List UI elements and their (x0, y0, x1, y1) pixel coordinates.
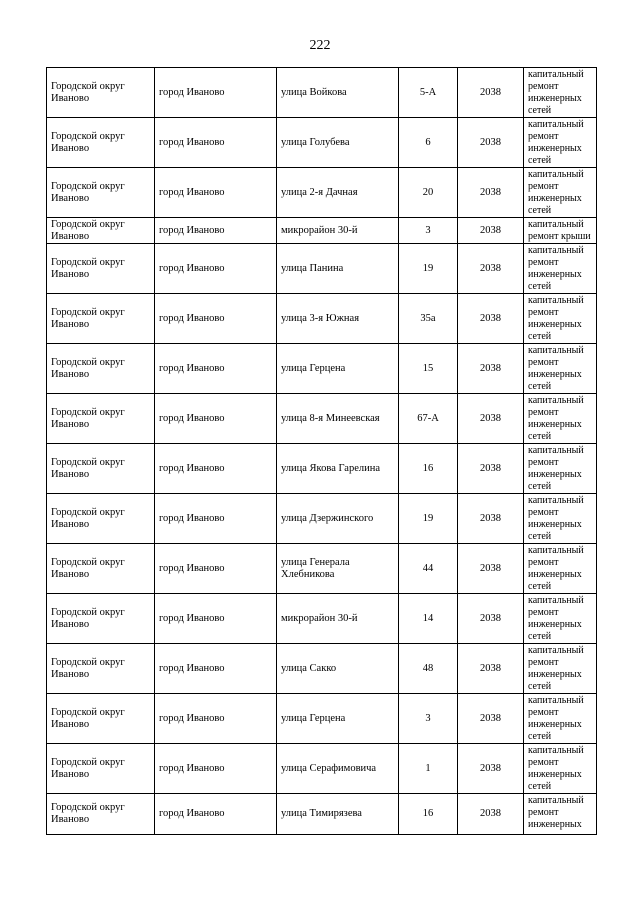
street-cell: улица Голубева (277, 118, 399, 168)
work-type-text: капитальный ремонт инженерных сетей (528, 68, 584, 116)
table-row (47, 168, 597, 218)
work-type-text: капитальный ремонт инженерных сетей (528, 244, 584, 292)
city-cell: город Иваново (155, 244, 277, 294)
year-cell: 2038 (458, 294, 524, 344)
house-number-cell: 5-А (399, 68, 458, 118)
house-number-cell: 3 (399, 218, 458, 244)
work-type-cell (524, 294, 597, 344)
municipality-cell: Городской округ Иваново (47, 344, 155, 394)
city-cell: город Иваново (155, 444, 277, 494)
city-cell: город Иваново (155, 544, 277, 594)
municipality-cell: Городской округ Иваново (47, 544, 155, 594)
work-type-cell (524, 218, 597, 244)
house-number-cell: 48 (399, 644, 458, 694)
year-cell: 2038 (458, 444, 524, 494)
work-type-cell (524, 68, 597, 118)
city-cell: город Иваново (155, 118, 277, 168)
street-cell: улица Дзержинского (277, 494, 399, 544)
house-number-cell: 3 (399, 694, 458, 744)
work-type-text: капитальный ремонт инженерных сетей (528, 594, 584, 642)
work-type-text: капитальный ремонт инженерных сетей (528, 744, 584, 792)
year-cell: 2038 (458, 394, 524, 444)
municipality-cell: Городской округ Иваново (47, 218, 155, 244)
work-type-cell (524, 168, 597, 218)
municipality-cell: Городской округ Иваново (47, 444, 155, 494)
house-number-cell: 44 (399, 544, 458, 594)
year-cell: 2038 (458, 218, 524, 244)
work-type-cell (524, 444, 597, 494)
year-cell: 2038 (458, 168, 524, 218)
table-row (47, 494, 597, 544)
table-row (47, 294, 597, 344)
municipality-cell: Городской округ Иваново (47, 68, 155, 118)
municipality-cell: Городской округ Иваново (47, 118, 155, 168)
house-number-cell: 6 (399, 118, 458, 168)
work-type-text: капитальный ремонт инженерных сетей (528, 544, 584, 592)
year-cell: 2038 (458, 594, 524, 644)
house-number-cell: 1 (399, 744, 458, 794)
city-cell: город Иваново (155, 494, 277, 544)
work-type-text: капитальный ремонт инженерных сетей (528, 494, 584, 542)
street-cell: улица Войкова (277, 68, 399, 118)
repair-schedule-table (46, 67, 597, 835)
work-type-cell (524, 494, 597, 544)
street-cell: улица 8-я Минеевская (277, 394, 399, 444)
city-cell: город Иваново (155, 594, 277, 644)
municipality-cell: Городской округ Иваново (47, 294, 155, 344)
city-cell: город Иваново (155, 744, 277, 794)
table-row (47, 344, 597, 394)
municipality-cell: Городской округ Иваново (47, 244, 155, 294)
year-cell: 2038 (458, 694, 524, 744)
street-cell: улица Панина (277, 244, 399, 294)
street-cell: улица Генерала Хлебникова (277, 544, 399, 594)
work-type-cell (524, 118, 597, 168)
work-type-cell (524, 794, 597, 835)
year-cell: 2038 (458, 744, 524, 794)
table-row (47, 118, 597, 168)
page-number: 222 (309, 38, 331, 53)
municipality-cell: Городской округ Иваново (47, 594, 155, 644)
work-type-text: капитальный ремонт инженерных сетей (528, 444, 584, 492)
table-row (47, 794, 597, 835)
street-cell: улица Герцена (277, 344, 399, 394)
street-cell: улица Герцена (277, 694, 399, 744)
year-cell: 2038 (458, 644, 524, 694)
table-row (47, 394, 597, 444)
table-row (47, 544, 597, 594)
house-number-cell: 15 (399, 344, 458, 394)
street-cell: улица Сакко (277, 644, 399, 694)
house-number-cell: 67-А (399, 394, 458, 444)
city-cell: город Иваново (155, 394, 277, 444)
work-type-cell (524, 644, 597, 694)
municipality-cell: Городской округ Иваново (47, 394, 155, 444)
work-type-text: капитальный ремонт инженерных сетей (528, 694, 584, 742)
year-cell: 2038 (458, 544, 524, 594)
municipality-cell: Городской округ Иваново (47, 694, 155, 744)
city-cell: город Иваново (155, 168, 277, 218)
city-cell: город Иваново (155, 294, 277, 344)
work-type-text: капитальный ремонт инженерных сетей (528, 118, 584, 166)
year-cell: 2038 (458, 68, 524, 118)
work-type-text: капитальный ремонт крыши (528, 218, 591, 242)
house-number-cell: 19 (399, 494, 458, 544)
street-cell: улица Серафимовича (277, 744, 399, 794)
municipality-cell: Городской округ Иваново (47, 794, 155, 835)
table-row (47, 694, 597, 744)
street-cell: улица 3-я Южная (277, 294, 399, 344)
municipality-cell: Городской округ Иваново (47, 494, 155, 544)
house-number-cell: 16 (399, 794, 458, 835)
house-number-cell: 14 (399, 594, 458, 644)
house-number-cell: 19 (399, 244, 458, 294)
municipality-cell: Городской округ Иваново (47, 744, 155, 794)
table-row (47, 444, 597, 494)
year-cell: 2038 (458, 494, 524, 544)
work-type-cell (524, 594, 597, 644)
year-cell: 2038 (458, 244, 524, 294)
city-cell: город Иваново (155, 218, 277, 244)
city-cell: город Иваново (155, 694, 277, 744)
street-cell: микрорайон 30-й (277, 594, 399, 644)
work-type-text: капитальный ремонт инженерных (528, 795, 584, 830)
work-type-text: капитальный ремонт инженерных сетей (528, 644, 584, 692)
work-type-text: капитальный ремонт инженерных сетей (528, 294, 584, 342)
table-row (47, 244, 597, 294)
house-number-cell: 35а (399, 294, 458, 344)
city-cell: город Иваново (155, 68, 277, 118)
street-cell: улица Тимирязева (277, 794, 399, 835)
street-cell: микрорайон 30-й (277, 218, 399, 244)
work-type-text: капитальный ремонт инженерных сетей (528, 344, 584, 392)
city-cell: город Иваново (155, 794, 277, 835)
street-cell: улица 2-я Дачная (277, 168, 399, 218)
table-row (47, 218, 597, 244)
table-row (47, 68, 597, 118)
table-row (47, 644, 597, 694)
table-row (47, 594, 597, 644)
table-body (47, 68, 597, 835)
municipality-cell: Городской округ Иваново (47, 168, 155, 218)
street-cell: улица Якова Гарелина (277, 444, 399, 494)
work-type-cell (524, 694, 597, 744)
work-type-cell (524, 544, 597, 594)
house-number-cell: 16 (399, 444, 458, 494)
year-cell: 2038 (458, 118, 524, 168)
work-type-text: капитальный ремонт инженерных сетей (528, 168, 584, 216)
work-type-cell (524, 744, 597, 794)
table-row (47, 744, 597, 794)
city-cell: город Иваново (155, 344, 277, 394)
city-cell: город Иваново (155, 644, 277, 694)
work-type-cell (524, 244, 597, 294)
year-cell: 2038 (458, 794, 524, 835)
work-type-cell (524, 394, 597, 444)
house-number-cell: 20 (399, 168, 458, 218)
work-type-cell (524, 344, 597, 394)
year-cell: 2038 (458, 344, 524, 394)
work-type-text: капитальный ремонт инженерных сетей (528, 394, 584, 442)
municipality-cell: Городской округ Иваново (47, 644, 155, 694)
